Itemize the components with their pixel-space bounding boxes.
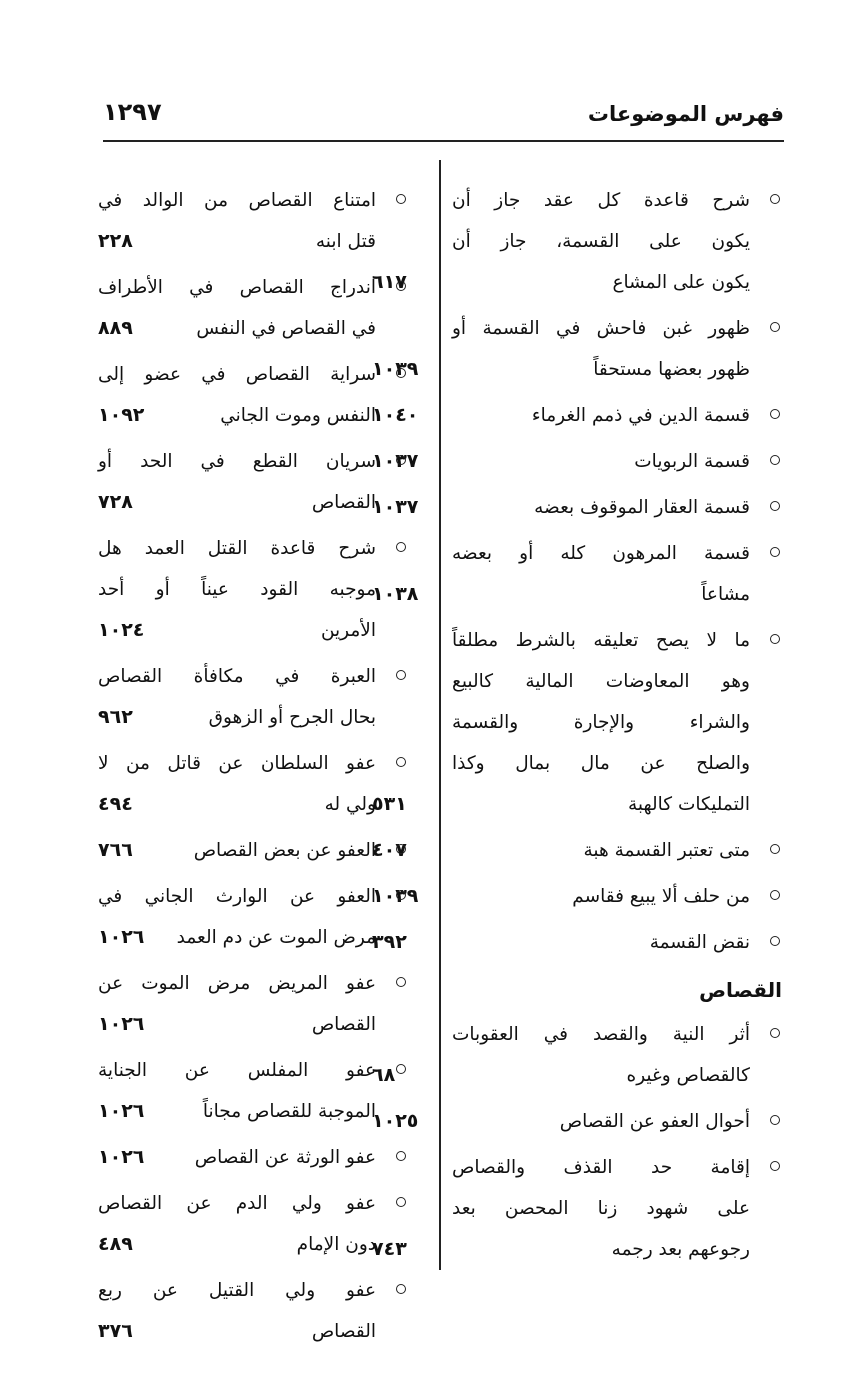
bullet-icon — [770, 1161, 780, 1171]
entry-page-number: ٤٠٧ — [372, 839, 407, 861]
entry-text: الموجبة للقصاص مجاناً — [202, 1101, 376, 1122]
entry-text-line — [98, 1224, 376, 1265]
entry-text: كالقصاص وغيره — [626, 1065, 750, 1086]
entry-text-line — [98, 1050, 376, 1091]
entry-text-line — [372, 876, 750, 917]
entry-text-line — [98, 697, 376, 738]
entry-text-line — [372, 1229, 750, 1270]
entry-text: عفو السلطان عن قاتل من لا — [98, 753, 376, 774]
bullet-icon — [396, 757, 406, 767]
entry-text-line — [98, 267, 376, 308]
bullet-icon — [396, 542, 406, 552]
entry-text-line — [98, 1004, 376, 1045]
page-number: ١٢٩٧ — [103, 98, 162, 126]
entry-text-line — [98, 1311, 376, 1352]
bullet-icon — [770, 634, 780, 644]
entry-text: يكون على المشاع — [612, 272, 750, 293]
entry-page-number: ٣٧٦ — [98, 1320, 133, 1342]
entry-text: ولي له — [324, 794, 376, 815]
entry-text: القصاص — [311, 1321, 376, 1342]
entry-text-line — [452, 661, 750, 702]
entry-text: التمليكات كالهبة — [627, 794, 750, 815]
section-heading: القصاص — [699, 978, 782, 1002]
entry-text: قسمة الدين في ذمم الغرماء — [531, 405, 750, 426]
bullet-icon — [770, 890, 780, 900]
entry-text: سراية القصاص في عضو إلى — [98, 364, 376, 385]
entry-text: يكون على القسمة، جاز أن — [452, 231, 750, 252]
entry-text: في القصاص في النفس — [196, 318, 376, 339]
entry-text-line — [98, 1270, 376, 1311]
entry-text: أثر النية والقصد في العقوبات — [452, 1024, 750, 1045]
bullet-icon — [770, 409, 780, 419]
index-entry — [372, 1101, 782, 1142]
entry-text: دون الإمام — [296, 1234, 376, 1255]
entry-text-line — [98, 917, 376, 958]
entry-text: عفو الورثة عن القصاص — [194, 1147, 376, 1168]
entry-page-number: ٧٦٦ — [98, 839, 133, 861]
entry-text-line — [98, 784, 376, 825]
entry-text: ظهور بعضها مستحقاً — [593, 359, 750, 380]
index-entry — [98, 1050, 408, 1132]
bullet-icon — [770, 1115, 780, 1125]
entry-text: إقامة حد القذف والقصاص — [452, 1157, 750, 1178]
left-column — [98, 180, 408, 1357]
entry-text: ما لا يصح تعليقه بالشرط مطلقاً — [452, 630, 750, 651]
entry-page-number: ١٠٢٤ — [98, 619, 145, 641]
index-entry — [372, 395, 782, 436]
index-entry — [372, 922, 782, 963]
entry-page-number: ٥٣١ — [372, 793, 407, 815]
index-list-a — [372, 180, 782, 963]
bullet-icon — [396, 670, 406, 680]
entry-page-number: ١٠٤٠ — [372, 404, 419, 426]
entry-text: ظهور غبن فاحش في القسمة أو — [452, 318, 750, 339]
entry-text-line — [452, 533, 750, 574]
entry-page-number: ٤٨٩ — [98, 1233, 133, 1255]
entry-text: قسمة العقار الموقوف بعضه — [534, 497, 750, 518]
entry-text-line — [98, 876, 376, 917]
bullet-icon — [770, 322, 780, 332]
index-entry — [372, 308, 782, 390]
entry-text-line — [372, 349, 750, 390]
bullet-icon — [770, 547, 780, 557]
bullet-icon — [770, 936, 780, 946]
entry-text-line — [452, 308, 750, 349]
index-entry — [98, 441, 408, 523]
bullet-icon — [396, 281, 406, 291]
entry-page-number: ١٠٣٧ — [372, 496, 419, 518]
page-header — [103, 98, 784, 142]
entry-text: اندراج القصاص في الأطراف — [98, 277, 376, 298]
entry-text-line — [452, 1147, 750, 1188]
entry-text: مرض الموت عن دم العمد — [176, 927, 376, 948]
entry-text-line — [452, 1014, 750, 1055]
entry-text-line — [98, 569, 376, 610]
entry-text-line — [98, 221, 376, 262]
index-entry — [98, 743, 408, 825]
bullet-icon — [396, 194, 406, 204]
right-column — [372, 180, 782, 1275]
bullet-icon — [396, 1284, 406, 1294]
entry-page-number: ٢٢٨ — [98, 230, 133, 252]
entry-page-number: ١٠٢٥ — [372, 1110, 419, 1132]
entry-text-line — [98, 308, 376, 349]
entry-text-line — [372, 922, 750, 963]
entry-text: النفس وموت الجاني — [220, 405, 376, 426]
index-entry — [372, 441, 782, 482]
index-entry — [98, 1183, 408, 1265]
bullet-icon — [770, 501, 780, 511]
entry-text-line — [98, 441, 376, 482]
entry-page-number: ١٠٣٩ — [372, 885, 419, 907]
entry-text-line — [372, 784, 750, 825]
entry-text-line — [452, 743, 750, 784]
entry-text: امتناع القصاص من الوالد في — [98, 190, 376, 211]
bullet-icon — [396, 1064, 406, 1074]
entry-text-line — [98, 395, 376, 436]
entry-text: موجبه القود عيناً أو أحد — [98, 579, 376, 600]
entry-text: شرح قاعدة القتل العمد هل — [98, 538, 376, 559]
index-entry — [98, 354, 408, 436]
entry-page-number: ١٠٢٦ — [98, 1146, 145, 1168]
entry-page-number: ٧٤٣ — [372, 1238, 407, 1260]
bullet-icon — [770, 1028, 780, 1038]
bullet-icon — [396, 890, 406, 900]
entry-text: عفو المريض مرض الموت عن — [98, 973, 376, 994]
entry-text-line — [98, 180, 376, 221]
entry-text: على شهود زنا المحصن بعد — [452, 1198, 750, 1219]
entry-text-line — [452, 620, 750, 661]
bullet-icon — [396, 1197, 406, 1207]
entry-text: وهو المعاوضات المالية كالبيع — [452, 671, 750, 692]
entry-text-line — [372, 1055, 750, 1096]
entry-page-number: ٦١٧ — [372, 271, 407, 293]
index-entry — [372, 1147, 782, 1270]
entry-text: قسمة المرهون كله أو بعضه — [452, 543, 750, 564]
column-divider — [439, 160, 441, 1270]
bullet-icon — [396, 455, 406, 465]
entry-text-line — [98, 1137, 376, 1178]
bullet-icon — [770, 455, 780, 465]
index-entry — [98, 876, 408, 958]
index-entry — [98, 267, 408, 349]
entry-text-line — [98, 656, 376, 697]
entry-text: نقض القسمة — [649, 932, 750, 953]
entry-text: القصاص — [311, 492, 376, 513]
entry-text-line — [452, 1188, 750, 1229]
entry-text: والشراء والإجارة والقسمة — [452, 712, 750, 733]
index-entry — [372, 487, 782, 528]
entry-page-number: ٩٦٢ — [98, 706, 133, 728]
entry-text: شرح قاعدة كل عقد جاز أن — [452, 190, 750, 211]
entry-page-number: ١٠٢٦ — [98, 926, 145, 948]
index-list-b — [372, 1014, 782, 1270]
entry-page-number: ١٠٢٦ — [98, 1013, 145, 1035]
entry-text-line — [98, 528, 376, 569]
entry-page-number: ٤٩٤ — [98, 793, 133, 815]
entry-text-line — [372, 574, 750, 615]
entry-text: عفو ولي القتيل عن ربع — [98, 1280, 376, 1301]
bullet-icon — [396, 368, 406, 378]
index-entry — [372, 1014, 782, 1096]
entry-text: عفو المفلس عن الجناية — [98, 1060, 376, 1081]
entry-text-line — [452, 180, 750, 221]
bullet-icon — [396, 844, 406, 854]
index-entry — [372, 830, 782, 871]
entry-text: متى تعتبر القسمة هبة — [583, 840, 750, 861]
bullet-icon — [396, 1151, 406, 1161]
entry-text: عفو ولي الدم عن القصاص — [98, 1193, 376, 1214]
entry-text: قتل ابنه — [315, 231, 376, 252]
entry-text-line — [98, 482, 376, 523]
index-list-c — [98, 180, 408, 1352]
entry-page-number: ١٠٣٨ — [372, 583, 419, 605]
entry-text-line — [452, 702, 750, 743]
entry-text-line — [372, 395, 750, 436]
entry-page-number: ١٠٢٦ — [98, 1100, 145, 1122]
entry-page-number: ١٠٣٧ — [372, 450, 419, 472]
entry-text-line — [372, 441, 750, 482]
entry-text: من حلف ألا يبيع فقاسم — [572, 886, 750, 907]
bullet-icon — [396, 977, 406, 987]
index-entry — [372, 533, 782, 615]
entry-text: قسمة الربويات — [634, 451, 750, 472]
entry-text: أحوال العفو عن القصاص — [559, 1111, 750, 1132]
entry-text-line — [98, 963, 376, 1004]
entry-page-number: ٣٩٢ — [372, 931, 407, 953]
index-entry — [372, 620, 782, 825]
entry-text: الأمرين — [320, 620, 376, 641]
index-entry — [98, 963, 408, 1045]
entry-text-line — [372, 262, 750, 303]
index-entry — [98, 1270, 408, 1352]
entry-text-line — [98, 1091, 376, 1132]
entry-text: العفو عن بعض القصاص — [193, 840, 376, 861]
index-entry — [98, 1137, 408, 1178]
entry-page-number: ٧٢٨ — [98, 491, 133, 513]
entry-text: بحال الجرح أو الزهوق — [208, 707, 376, 728]
entry-text-line — [98, 610, 376, 651]
entry-text-line — [98, 743, 376, 784]
entry-text-line — [98, 354, 376, 395]
entry-text: والصلح عن مال بمال وكذا — [452, 753, 750, 774]
entry-text-line — [452, 221, 750, 262]
index-entry — [98, 830, 408, 871]
entry-text-line — [372, 487, 750, 528]
index-entry — [98, 656, 408, 738]
entry-text: القصاص — [311, 1014, 376, 1035]
entry-page-number: ١٠٩٢ — [98, 404, 145, 426]
entry-text: رجوعهم بعد رجمه — [611, 1239, 750, 1260]
entry-page-number: ٦٨ — [372, 1064, 396, 1086]
entry-text: العفو عن الوارث الجاني في — [98, 886, 376, 907]
entry-text-line — [372, 830, 750, 871]
index-entry — [98, 180, 408, 262]
entry-page-number: ٨٨٩ — [98, 317, 133, 339]
bullet-icon — [770, 194, 780, 204]
index-entry — [372, 180, 782, 303]
entry-text: مشاعاً — [701, 584, 750, 605]
entry-text-line — [98, 830, 376, 871]
entry-page-number: ١٠٣٩ — [372, 358, 419, 380]
entry-text-line — [372, 1101, 750, 1142]
running-title: فهرس الموضوعات — [587, 102, 784, 126]
entry-text-line — [98, 1183, 376, 1224]
index-entry — [372, 876, 782, 917]
index-entry — [98, 528, 408, 651]
bullet-icon — [770, 844, 780, 854]
entry-text: العبرة في مكافأة القصاص — [98, 666, 376, 687]
entry-text: سريان القطع في الحد أو — [98, 451, 376, 472]
